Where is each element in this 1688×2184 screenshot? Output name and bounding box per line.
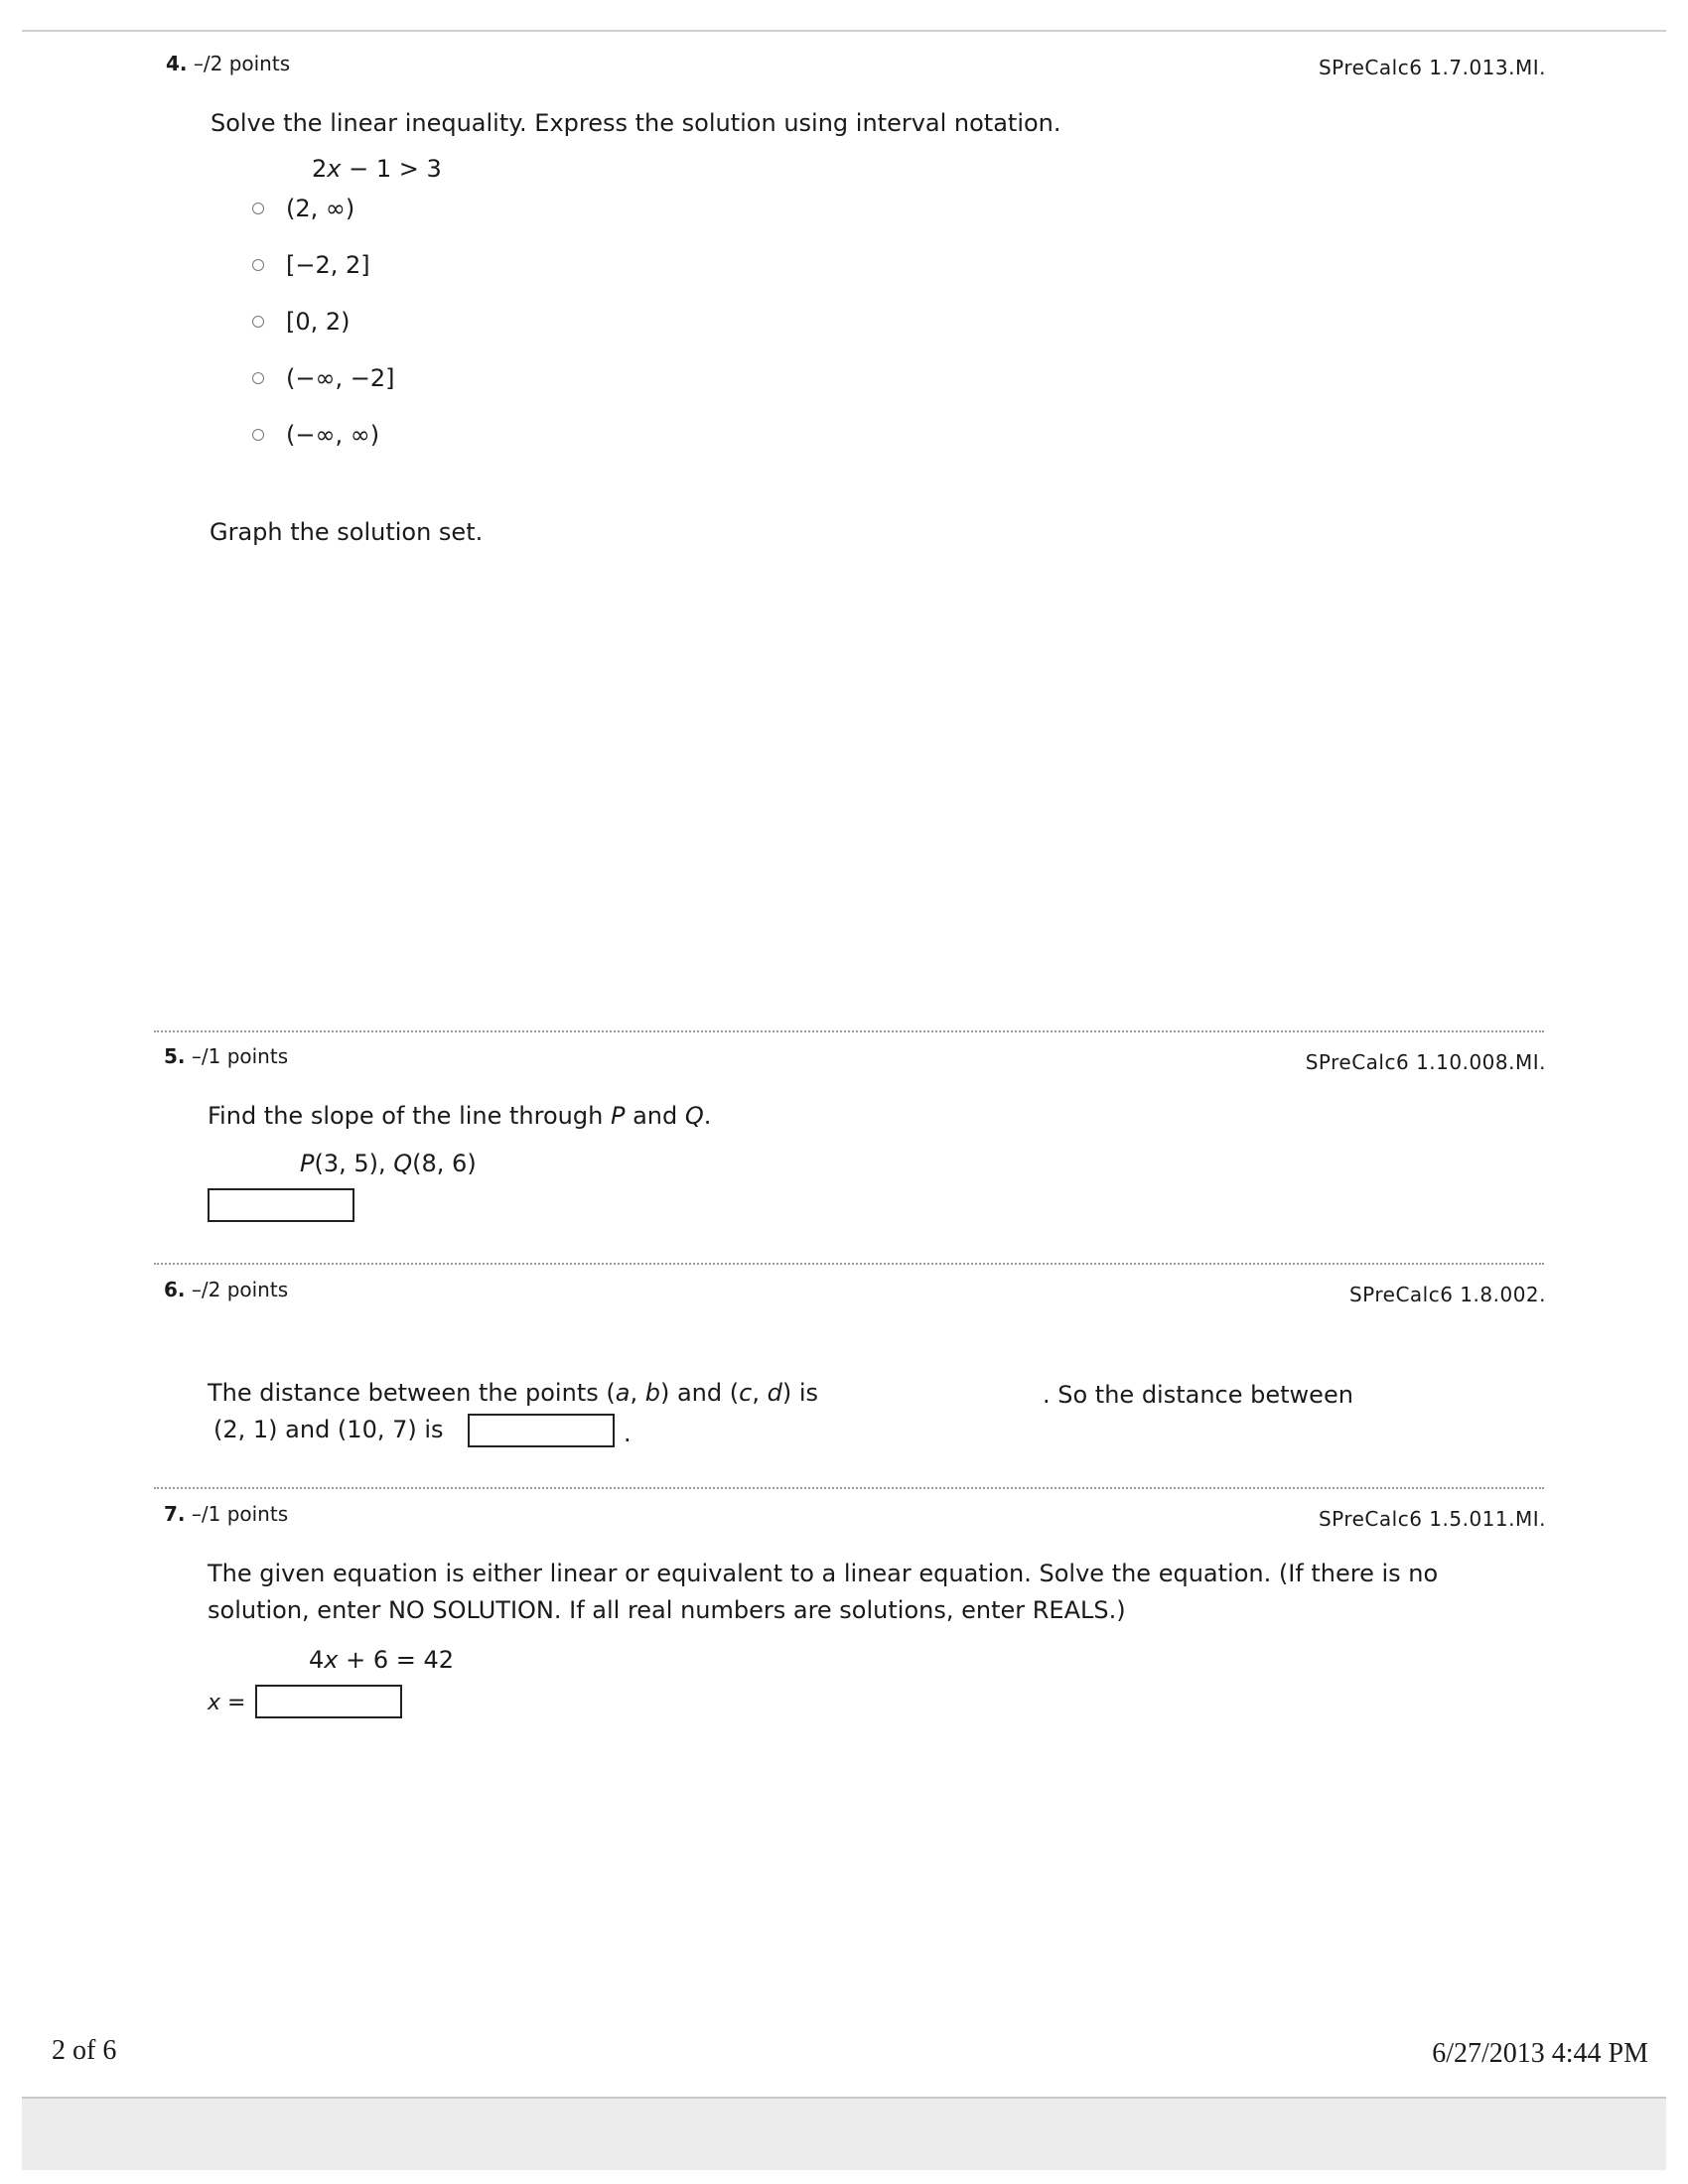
page-number: 2 of 6	[52, 2035, 117, 2066]
q4-choice-1[interactable]	[252, 195, 354, 222]
q5-answer-input[interactable]	[208, 1188, 354, 1222]
q4-eq-rest: − 1 > 3	[341, 155, 442, 183]
q6-points: –/2 points	[191, 1278, 289, 1301]
q4-choice-label: [0, 2)	[286, 308, 351, 336]
separator	[154, 1263, 1544, 1265]
q6-formula-placeholder	[854, 1374, 1033, 1414]
q5-points-given	[300, 1150, 477, 1177]
q5-prompt-and: and	[625, 1102, 685, 1130]
q4-graph-prompt: Graph the solution set.	[210, 518, 484, 546]
q4-choice-label: [−2, 2]	[286, 251, 370, 279]
q6-number: 6.	[164, 1278, 186, 1301]
q5-point-q-coords: (8, 6)	[412, 1150, 477, 1177]
q6-line2-is: is	[416, 1416, 444, 1443]
q6-text: ,	[630, 1379, 645, 1407]
radio-button[interactable]	[252, 429, 264, 441]
q6-text: ,	[752, 1379, 768, 1407]
q5-points: –/1 points	[191, 1044, 289, 1068]
q6-line2-end: .	[624, 1420, 632, 1447]
q4-graph-area[interactable]	[210, 566, 1540, 983]
q7-eq-var: x	[324, 1646, 339, 1674]
q5-point-p: P	[300, 1150, 315, 1177]
q4-prompt: Solve the linear inequality. Express the solution using interval notation.	[211, 109, 1061, 137]
q6-text: )	[781, 1379, 792, 1407]
q4-choice-label: (−∞, ∞)	[286, 421, 380, 449]
q4-choice-label: (2, ∞)	[286, 195, 355, 222]
q5-point-p-coords: (3, 5),	[314, 1150, 394, 1177]
q6-text: (	[598, 1379, 616, 1407]
q7-answer-var: x	[208, 1691, 221, 1715]
q5-prompt-q: Q	[684, 1102, 704, 1130]
q5-prompt-period: .	[703, 1102, 712, 1130]
radio-button[interactable]	[252, 316, 264, 328]
q4-choice-4[interactable]	[252, 364, 394, 392]
q7-code: SPreCalc6 1.5.011.MI.	[1318, 1507, 1546, 1531]
q5-header	[164, 1044, 288, 1068]
q4-number: 4.	[166, 52, 188, 75]
q4-choice-5[interactable]	[252, 421, 379, 449]
q6-header	[164, 1278, 288, 1301]
q7-eq-coef: 4	[309, 1646, 325, 1674]
q6-code: SPreCalc6 1.8.002.	[1348, 1283, 1546, 1306]
q6-line2	[213, 1412, 444, 1447]
q4-choice-2[interactable]	[252, 251, 370, 279]
q4-choice-3[interactable]	[252, 308, 351, 336]
q4-points: –/2 points	[193, 52, 291, 75]
q7-number: 7.	[164, 1502, 186, 1526]
radio-button[interactable]	[252, 372, 264, 384]
q7-answer-eq: =	[220, 1691, 246, 1715]
q5-point-q: Q	[393, 1150, 413, 1177]
q7-header	[164, 1502, 288, 1526]
q6-line1-tail: . So the distance between	[1043, 1381, 1353, 1409]
q4-header	[166, 52, 290, 75]
q5-prompt-p: P	[610, 1102, 626, 1130]
q7-points: –/1 points	[191, 1502, 289, 1526]
scan-edge-bottom	[22, 2097, 1666, 2170]
q4-code: SPreCalc6 1.7.013.MI.	[1318, 56, 1546, 79]
q6-line1-text: The distance between the points	[208, 1379, 599, 1407]
q6-text: is	[791, 1379, 818, 1407]
q6-var-c: c	[739, 1379, 753, 1407]
q6-var-b: b	[644, 1379, 660, 1407]
scan-edge-top	[22, 30, 1666, 32]
q6-line1	[208, 1375, 818, 1411]
q7-prompt-line1: The given equation is either linear or equivalent to a linear equation. Solve the equation. (If there is no	[208, 1560, 1439, 1587]
q6-answer-input[interactable]	[468, 1414, 615, 1447]
q7-answer-label	[208, 1691, 245, 1715]
q7-prompt-line2: solution, enter NO SOLUTION. If all real numbers are solutions, enter REALS.)	[208, 1596, 1126, 1624]
q7-answer-input[interactable]	[255, 1685, 402, 1718]
separator	[154, 1030, 1544, 1032]
q7-eq-rest: + 6 = 42	[338, 1646, 455, 1674]
radio-button[interactable]	[252, 259, 264, 271]
q5-code: SPreCalc6 1.10.008.MI.	[1305, 1050, 1546, 1074]
q6-var-a: a	[615, 1379, 631, 1407]
q5-prompt-text: Find the slope of the line through	[208, 1102, 611, 1130]
print-datetime: 6/27/2013 4:44 PM	[1432, 2038, 1648, 2069]
q4-choice-label: (−∞, −2]	[286, 364, 395, 392]
q5-number: 5.	[164, 1044, 186, 1068]
q4-eq-coef: 2	[312, 155, 328, 183]
q6-var-d: d	[767, 1379, 782, 1407]
q4-equation	[312, 155, 442, 183]
q4-eq-var: x	[327, 155, 342, 183]
q5-prompt	[208, 1098, 711, 1134]
radio-button[interactable]	[252, 203, 264, 214]
q6-line2-points: (2, 1) and (10, 7)	[213, 1416, 417, 1443]
q6-text: )	[659, 1379, 670, 1407]
q6-text: and (	[669, 1379, 740, 1407]
separator	[154, 1487, 1544, 1489]
q7-equation	[309, 1646, 454, 1674]
